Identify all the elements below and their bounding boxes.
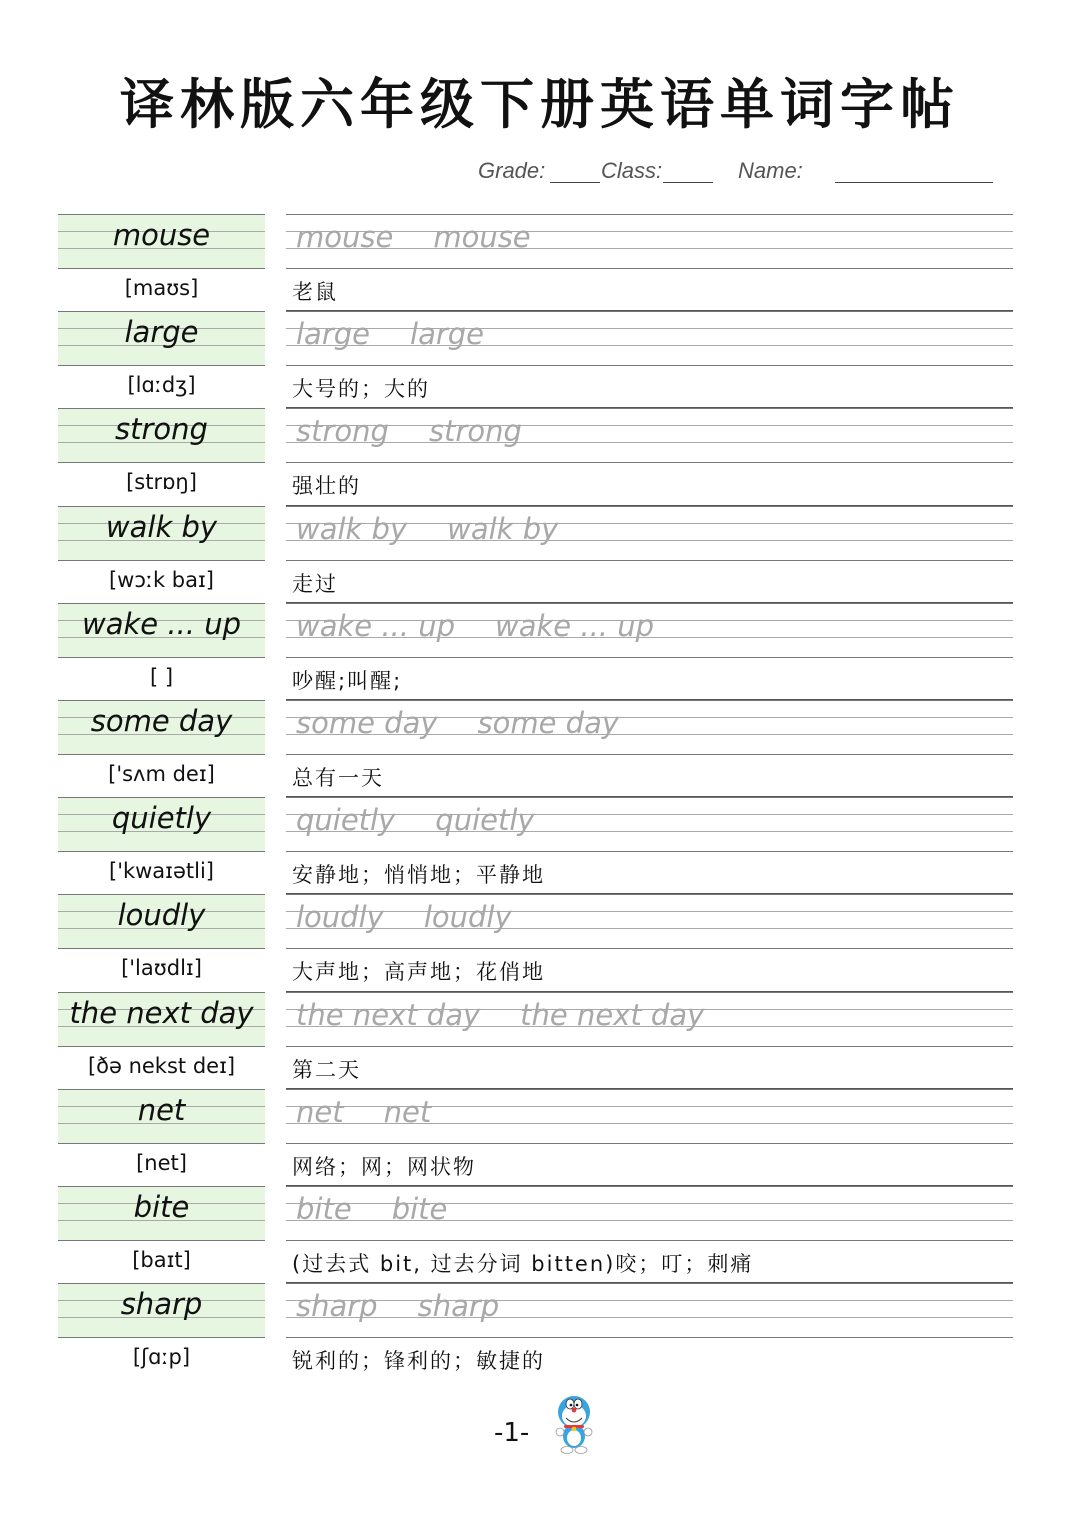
- doraemon-mascot-icon: [552, 1392, 596, 1454]
- meaning: 锐利的；锋利的；敏捷的: [292, 1349, 545, 1374]
- phonetic: ['sʌm deɪ]: [108, 762, 215, 786]
- word-box: [58, 1089, 265, 1143]
- vocab-word: some day: [90, 704, 233, 738]
- page-number: -1-: [494, 1418, 530, 1448]
- trace-word: wake ... up: [495, 608, 655, 643]
- trace-words: [296, 1289, 539, 1323]
- student-info: [0, 158, 1080, 192]
- definition-row: [0, 657, 1080, 700]
- trace-word: bite: [296, 1192, 352, 1226]
- practice-lines[interactable]: [286, 1186, 1013, 1240]
- trace-word: strong: [428, 414, 522, 449]
- trace-words: [296, 609, 694, 643]
- word-box: [58, 506, 265, 560]
- practice-lines[interactable]: [286, 894, 1013, 948]
- definition-row: [0, 1240, 1080, 1283]
- definition-row: [0, 1337, 1080, 1380]
- practice-lines[interactable]: [286, 1089, 1013, 1143]
- guide-line: [58, 506, 265, 507]
- trace-word: the next day: [520, 997, 705, 1032]
- guide-line: [58, 311, 265, 312]
- trace-word: sharp: [417, 1289, 500, 1324]
- trace-words: [296, 998, 744, 1032]
- phonetic: [lɑːdʒ]: [127, 373, 196, 398]
- trace-word: walk by: [296, 511, 408, 546]
- word-box: [58, 797, 265, 851]
- definition-row: [0, 560, 1080, 603]
- trace-words: [296, 512, 598, 546]
- trace-words: [296, 706, 659, 740]
- definition-row: [0, 851, 1080, 894]
- phonetic: [maʊs]: [124, 276, 199, 300]
- guide-line: [286, 506, 1013, 507]
- practice-lines[interactable]: [286, 506, 1013, 560]
- definition-row: [0, 1143, 1080, 1186]
- guide-line: [286, 1089, 1013, 1090]
- trace-word: walk by: [447, 511, 559, 546]
- trace-word: loudly: [423, 900, 512, 935]
- vocab-word: strong: [115, 412, 208, 447]
- trace-word: net: [296, 1094, 344, 1129]
- phonetic: [wɔːk baɪ]: [108, 567, 214, 592]
- guide-line: [58, 700, 265, 701]
- trace-word: mouse: [296, 220, 394, 254]
- guide-line: [286, 1283, 1013, 1284]
- vocab-word: sharp: [120, 1287, 203, 1322]
- guide-line: [58, 992, 265, 993]
- guide-line: [58, 894, 265, 895]
- trace-words: [296, 1095, 471, 1129]
- guide-line: [286, 700, 1013, 701]
- practice-lines[interactable]: [286, 603, 1013, 657]
- meaning: 第二天: [292, 1057, 361, 1082]
- name-label: Name:: [738, 158, 803, 183]
- guide-line: [58, 603, 265, 604]
- meaning: 大声地；高声地；花俏地: [292, 960, 545, 985]
- word-box: [58, 700, 265, 754]
- grade-field[interactable]: [550, 182, 600, 183]
- phonetic: [strɒŋ]: [126, 470, 197, 495]
- guide-line: [286, 214, 1013, 215]
- guide-line: [58, 1283, 265, 1284]
- definition-row: [0, 1046, 1080, 1089]
- class-label: Class:: [601, 158, 663, 183]
- trace-word: mouse: [433, 220, 531, 254]
- phonetic: [baɪt]: [132, 1248, 191, 1272]
- word-box: [58, 1283, 265, 1337]
- vocab-word: wake ... up: [81, 606, 241, 641]
- phonetic: [ʃɑːp]: [132, 1345, 191, 1370]
- trace-word: some day: [477, 706, 620, 740]
- word-box: [58, 311, 265, 365]
- guide-line: [58, 214, 265, 215]
- meaning: 强壮的: [292, 474, 361, 499]
- trace-word: loudly: [296, 900, 384, 935]
- trace-words: [296, 900, 552, 934]
- phonetic: ['laʊdlɪ]: [121, 956, 202, 981]
- trace-words: [296, 803, 575, 837]
- phonetic: [ðə nekst deɪ]: [87, 1053, 236, 1078]
- trace-word: net: [383, 1094, 432, 1129]
- practice-lines[interactable]: [286, 311, 1013, 365]
- practice-lines[interactable]: [286, 992, 1013, 1046]
- word-box: [58, 1186, 265, 1240]
- trace-words: [296, 220, 571, 254]
- guide-line: [286, 1186, 1013, 1187]
- trace-word: the next day: [296, 997, 481, 1032]
- definition-row: [0, 462, 1080, 505]
- word-box: [58, 992, 265, 1046]
- grade-label: Grade:: [478, 158, 546, 183]
- word-box: [58, 214, 265, 268]
- trace-word: bite: [391, 1192, 448, 1226]
- definition-row: [0, 365, 1080, 408]
- practice-lines[interactable]: [286, 214, 1013, 268]
- definition-row: [0, 948, 1080, 991]
- class-field[interactable]: [663, 182, 713, 183]
- trace-word: some day: [296, 706, 438, 740]
- trace-words: [296, 317, 524, 351]
- word-box: [58, 894, 265, 948]
- vocab-word: mouse: [112, 218, 211, 252]
- definition-row: [0, 268, 1080, 311]
- phonetic: ['kwaɪətli]: [109, 859, 214, 884]
- word-box: [58, 408, 265, 462]
- guide-line: [58, 797, 265, 798]
- trace-word: large: [296, 317, 371, 352]
- meaning: 总有一天: [292, 766, 384, 790]
- guide-line: [58, 1089, 265, 1090]
- guide-line: [286, 408, 1013, 409]
- trace-word: wake ... up: [296, 608, 456, 643]
- vocab-word: net: [137, 1092, 186, 1127]
- guide-line: [58, 1186, 265, 1187]
- trace-word: sharp: [296, 1289, 378, 1324]
- vocab-word: large: [124, 315, 199, 350]
- practice-lines[interactable]: [286, 1283, 1013, 1337]
- meaning: (过去式 bit, 过去分词 bitten)咬；叮；刺痛: [292, 1252, 754, 1276]
- phonetic: [ ]: [149, 664, 174, 689]
- meaning: 走过: [292, 571, 338, 596]
- trace-words: [296, 1192, 487, 1226]
- trace-word: quietly: [296, 803, 396, 838]
- meaning: 安静地；悄悄地；平静地: [292, 863, 545, 888]
- guide-line: [286, 311, 1013, 312]
- vocab-word: loudly: [117, 898, 206, 933]
- trace-word: strong: [296, 414, 389, 449]
- definition-row: [0, 754, 1080, 797]
- practice-lines[interactable]: [286, 408, 1013, 462]
- page-title: 译林版六年级下册英语单词字帖: [120, 72, 960, 136]
- guide-line: [286, 894, 1013, 895]
- trace-word: large: [410, 317, 485, 352]
- guide-line: [286, 992, 1013, 993]
- meaning: 大号的；大的: [292, 377, 430, 402]
- meaning: 吵醒;叫醒;: [292, 668, 403, 693]
- vocab-word: walk by: [105, 509, 218, 544]
- name-field[interactable]: [835, 182, 993, 183]
- trace-words: [296, 414, 562, 448]
- guide-line: [58, 408, 265, 409]
- meaning: 网络；网；网状物: [292, 1154, 476, 1179]
- vocab-word: the next day: [69, 995, 254, 1030]
- practice-lines[interactable]: [286, 700, 1013, 754]
- guide-line: [286, 797, 1013, 798]
- word-box: [58, 603, 265, 657]
- practice-lines[interactable]: [286, 797, 1013, 851]
- vocab-word: bite: [133, 1190, 190, 1224]
- phonetic: [net]: [136, 1150, 187, 1175]
- guide-line: [286, 603, 1013, 604]
- trace-word: quietly: [435, 803, 535, 838]
- vocab-word: quietly: [111, 801, 212, 836]
- meaning: 老鼠: [292, 280, 338, 304]
